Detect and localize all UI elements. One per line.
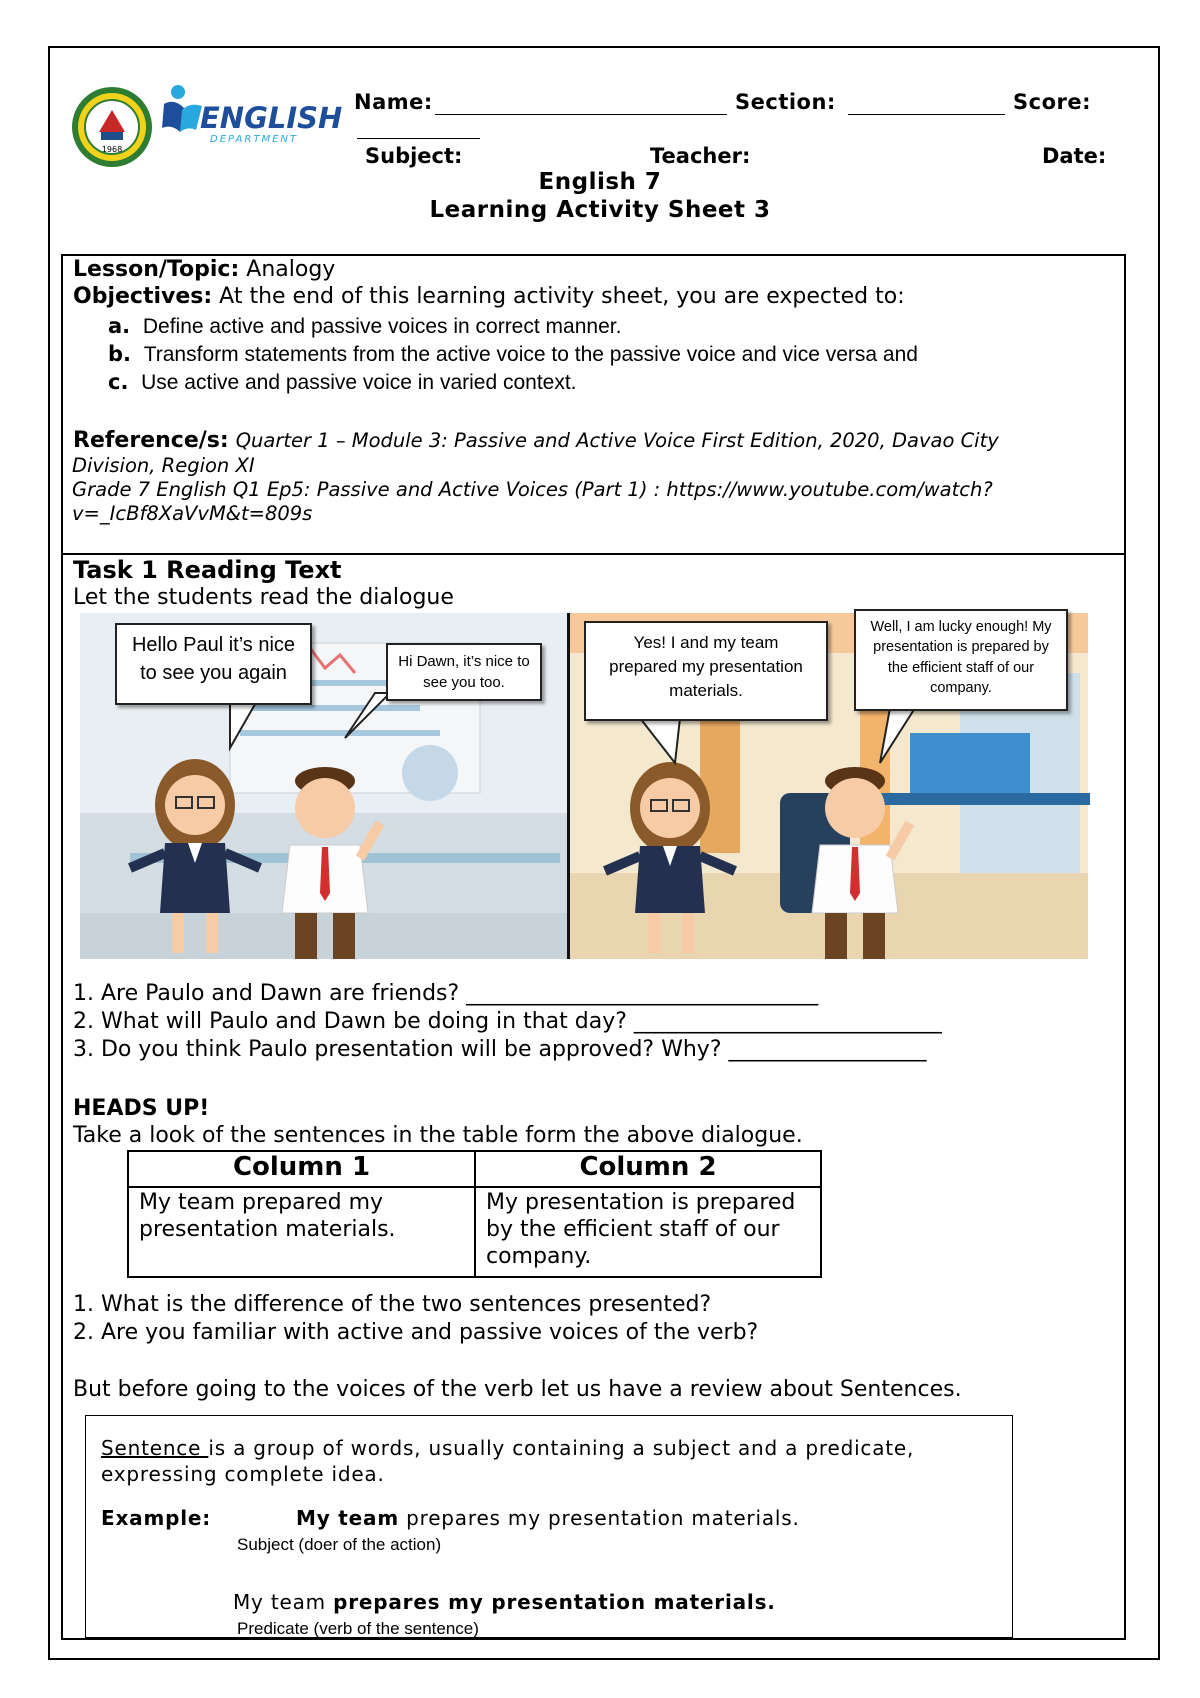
title-line-1: English 7 bbox=[538, 169, 662, 195]
table-header-row bbox=[128, 1151, 821, 1187]
reference-line-2: Division, Region XI bbox=[72, 454, 255, 477]
heads-up-title: HEADS UP! bbox=[73, 1096, 210, 1121]
task1-question-3: 3. Do you think Paulo presentation will be approved? Why? __________________ bbox=[73, 1037, 927, 1062]
task1-instruction: Let the students read the dialogue bbox=[73, 585, 454, 610]
definition-line-2: expressing complete idea. bbox=[101, 1462, 385, 1486]
table-header-column-2: Column 2 bbox=[475, 1151, 821, 1187]
svg-text:1968: 1968 bbox=[101, 145, 123, 154]
title-line-2: Learning Activity Sheet 3 bbox=[429, 197, 771, 223]
name-field[interactable] bbox=[435, 114, 727, 115]
reference-label: Reference/s: bbox=[73, 428, 229, 453]
table-header-column-1: Column 1 bbox=[128, 1151, 475, 1187]
reference-line-1: Reference/s: Quarter 1 – Module 3: Passive and Active Voice First Edition, 2020, Davao City bbox=[73, 428, 999, 453]
objective-a: a. Define active and passive voices in correct manner. bbox=[108, 314, 622, 338]
score-label: Score: bbox=[1013, 90, 1091, 114]
sentence-definition-box bbox=[85, 1415, 1013, 1638]
objective-c: c. Use active and passive voice in varied context. bbox=[108, 370, 577, 394]
topic-value: Analogy bbox=[239, 257, 336, 282]
subject-label: Subject: bbox=[365, 144, 463, 168]
heads-up-question-1: 1. What is the difference of the two sentences presented? bbox=[73, 1292, 712, 1317]
speech-bubble-dawn-2: Yes! I and my team prepared my presentation materials. bbox=[584, 621, 828, 721]
objective-b: b. Transform statements from the active voice to the passive voice and vice versa and bbox=[108, 342, 918, 366]
svg-text:DEPARTMENT: DEPARTMENT bbox=[210, 134, 298, 145]
example-1: My team prepares my presentation materials. bbox=[296, 1506, 800, 1530]
topic-line bbox=[73, 257, 335, 282]
teacher-label: Teacher: bbox=[650, 144, 751, 168]
table-cell: My team prepared my presentation materials. bbox=[128, 1187, 475, 1277]
example-1-caption: Subject (doer of the action) bbox=[237, 1535, 442, 1554]
review-intro: But before going to the voices of the verb let us have a review about Sentences. bbox=[73, 1377, 962, 1402]
sentence-comparison-table bbox=[127, 1150, 822, 1278]
name-label: Name: bbox=[354, 90, 433, 114]
example-label: Example: bbox=[101, 1506, 212, 1530]
task1-question-1: 1. Are Paulo and Dawn are friends? ________________________________ bbox=[73, 981, 819, 1006]
reference-line-4[interactable]: v=_IcBf8XaVvM&t=809s bbox=[72, 502, 313, 525]
table-cell: My presentation is prepared by the efficient staff of our company. bbox=[475, 1187, 821, 1277]
svg-text:ENGLISH: ENGLISH bbox=[200, 101, 343, 135]
reference-line-3[interactable]: Grade 7 English Q1 Ep5: Passive and Active Voices (Part 1) : https://www.youtube.com/watch? bbox=[72, 478, 993, 501]
example-2: My team prepares my presentation materials. bbox=[233, 1590, 776, 1614]
speech-bubble-dawn-1: Hello Paul it’s nice to see you again bbox=[115, 623, 312, 705]
objectives-text: At the end of this learning activity sheet, you are expected to: bbox=[212, 284, 905, 309]
date-label: Date: bbox=[1042, 144, 1107, 168]
section-label: Section: bbox=[735, 90, 836, 114]
sentence-term: Sentence bbox=[101, 1436, 209, 1460]
dialogue-comic bbox=[80, 613, 1088, 959]
table-row bbox=[128, 1187, 821, 1277]
objectives-label: Objectives: bbox=[73, 284, 213, 309]
school-seal-icon bbox=[71, 86, 153, 168]
header-row-2 bbox=[350, 138, 1110, 168]
task1-question-2: 2. What will Paulo and Dawn be doing in that day? ____________________________ bbox=[73, 1009, 942, 1034]
speech-bubble-paul-1: Hi Dawn, it’s nice to see you too. bbox=[386, 643, 542, 701]
example-2-caption: Predicate (verb of the sentence) bbox=[237, 1619, 479, 1638]
heads-up-instruction: Take a look of the sentences in the table form the above dialogue. bbox=[73, 1123, 803, 1148]
speech-bubble-paul-2: Well, I am lucky enough! My presentation is prepared by the efficient staff of our company. bbox=[854, 609, 1068, 711]
task1-title: Task 1 Reading Text bbox=[73, 556, 342, 584]
definition-line-1: Sentence is a group of words, usually containing a subject and a predicate, bbox=[101, 1436, 915, 1460]
section-field[interactable] bbox=[848, 114, 1005, 115]
english-department-logo bbox=[160, 84, 343, 154]
topic-label: Lesson/Topic: bbox=[73, 257, 240, 282]
objectives-line bbox=[73, 284, 905, 309]
box-divider bbox=[61, 553, 1126, 555]
heads-up-question-2: 2. Are you familiar with active and passive voices of the verb? bbox=[73, 1320, 759, 1345]
